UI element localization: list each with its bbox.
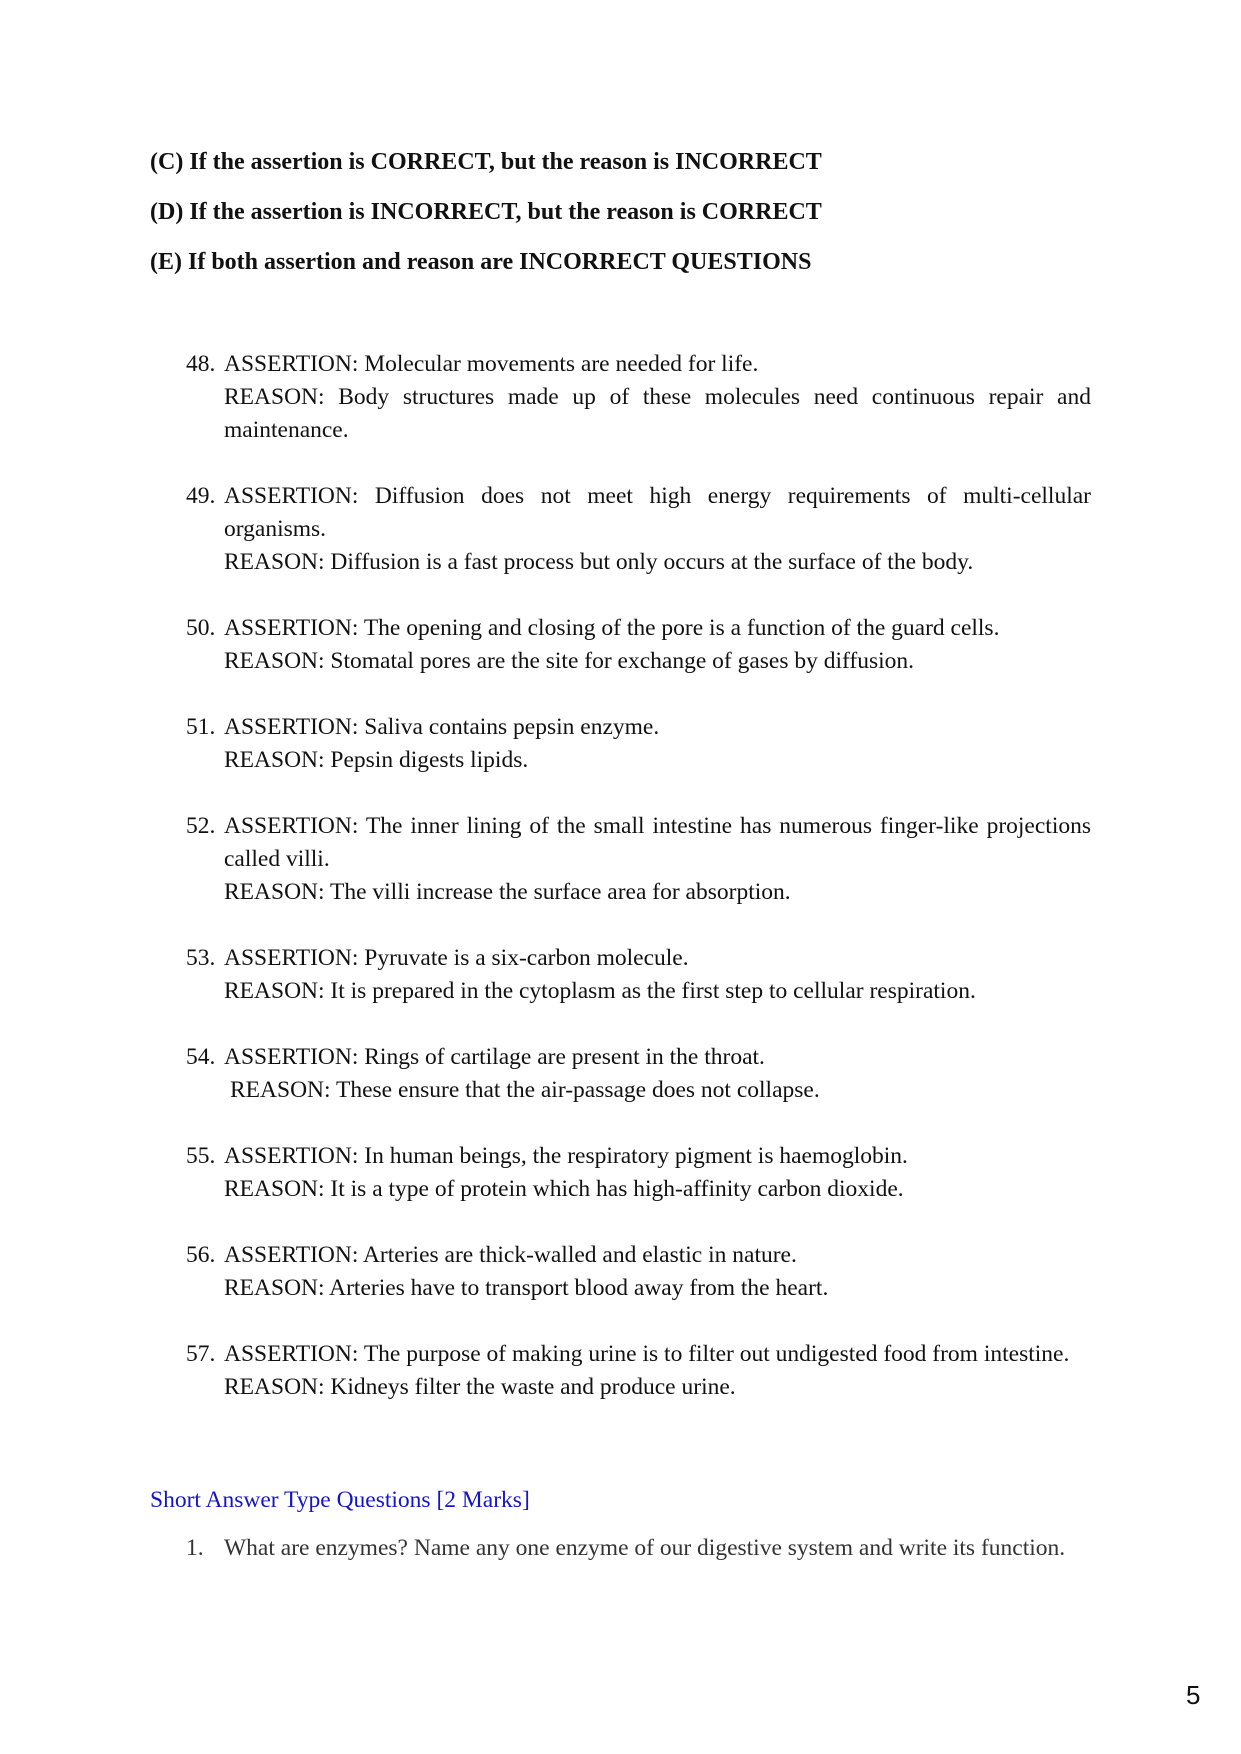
option-c: (C) If the assertion is CORRECT, but the reason is INCORRECT	[150, 149, 822, 175]
question-number: 57.	[186, 1341, 216, 1367]
reason-text: REASON: Kidneys filter the waste and produce urine.	[224, 1374, 736, 1400]
reason-text: REASON: The villi increase the surface area for absorption.	[224, 879, 791, 905]
option-e: (E) If both assertion and reason are INCORRECT QUESTIONS	[150, 249, 812, 275]
assertion-text: ASSERTION: Diffusion does not meet high energy requirements of multi-cellular organisms.	[224, 483, 1091, 542]
assertion-text: ASSERTION: Rings of cartilage are present in the throat.	[224, 1044, 765, 1070]
answer-options	[150, 148, 1110, 298]
question-48	[186, 348, 1091, 447]
question-52	[186, 810, 1091, 909]
question-54	[186, 1041, 1091, 1107]
assertion-text: ASSERTION: The purpose of making urine is to filter out undigested food from intestine.	[224, 1341, 1070, 1367]
question-number: 51.	[186, 714, 216, 740]
short-answer-question-1	[186, 1532, 1091, 1565]
question-57	[186, 1338, 1091, 1404]
assertion-reason-questions	[186, 348, 1091, 1437]
page-number: 5	[1186, 1680, 1201, 1710]
reason-text: REASON: Arteries have to transport blood away from the heart.	[224, 1275, 829, 1301]
question-number: 53.	[186, 945, 216, 971]
assertion-text: ASSERTION: Pyruvate is a six-carbon molecule.	[224, 945, 689, 971]
reason-text: REASON: Stomatal pores are the site for exchange of gases by diffusion.	[224, 648, 915, 674]
reason-text: REASON: Pepsin digests lipids.	[224, 747, 529, 773]
question-55	[186, 1140, 1091, 1206]
assertion-text: ASSERTION: The opening and closing of the pore is a function of the guard cells.	[224, 615, 1000, 641]
question-50	[186, 612, 1091, 678]
assertion-text: ASSERTION: Arteries are thick-walled and elastic in nature.	[224, 1242, 797, 1268]
reason-text: REASON: It is prepared in the cytoplasm as the first step to cellular respiration.	[224, 978, 976, 1004]
question-51	[186, 711, 1091, 777]
question-number: 50.	[186, 615, 216, 641]
question-56	[186, 1239, 1091, 1305]
question-number: 54.	[186, 1044, 216, 1070]
reason-text: REASON: It is a type of protein which has high-affinity carbon dioxide.	[224, 1176, 904, 1202]
assertion-text: ASSERTION: Molecular movements are needed for life.	[224, 351, 759, 377]
question-number: 56.	[186, 1242, 216, 1268]
reason-text: REASON: Diffusion is a fast process but only occurs at the surface of the body.	[224, 549, 974, 575]
question-number: 1.	[186, 1535, 204, 1561]
question-49	[186, 480, 1091, 579]
question-number: 49.	[186, 483, 216, 509]
reason-text: REASON: These ensure that the air-passage does not collapse.	[230, 1077, 820, 1103]
question-53	[186, 942, 1091, 1008]
assertion-text: ASSERTION: In human beings, the respiratory pigment is haemoglobin.	[224, 1143, 908, 1169]
assertion-text: ASSERTION: The inner lining of the small intestine has numerous finger-like projections called villi.	[224, 813, 1091, 872]
option-d: (D) If the assertion is INCORRECT, but the reason is CORRECT	[150, 199, 822, 225]
question-number: 55.	[186, 1143, 216, 1169]
question-text: What are enzymes? Name any one enzyme of our digestive system and write its function.	[224, 1535, 1066, 1561]
question-number: 48.	[186, 351, 216, 377]
section-heading: Short Answer Type Questions [2 Marks]	[150, 1487, 530, 1513]
reason-text: REASON: Body structures made up of these molecules need continuous repair and maintenance.	[224, 384, 1091, 443]
question-number: 52.	[186, 813, 216, 839]
assertion-text: ASSERTION: Saliva contains pepsin enzyme.	[224, 714, 660, 740]
